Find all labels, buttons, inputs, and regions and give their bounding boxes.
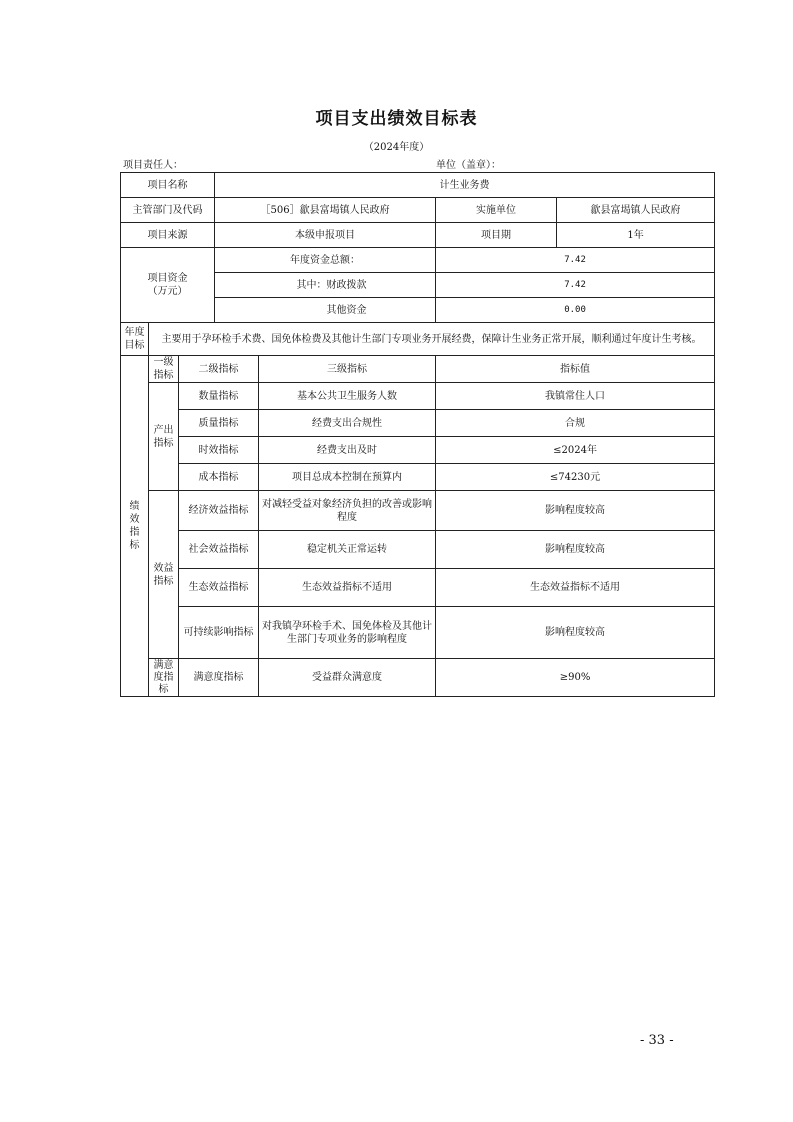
impl-label: 实施单位 (436, 198, 557, 223)
lvl3-cell: 经费支出及时 (259, 437, 436, 464)
value-cell: 我镇常住人口 (436, 383, 715, 410)
other-funds-label: 其他资金 (215, 298, 436, 323)
lvl3-cell: 稳定机关正常运转 (259, 531, 436, 569)
year-label: （2024年度） (363, 142, 430, 153)
lvl3-cell: 生态效益指标不适用 (259, 569, 436, 607)
period-label: 项目期 (436, 223, 557, 248)
lvl3-cell: 受益群众满意度 (259, 659, 436, 697)
page-number: - 33 - (640, 1033, 674, 1048)
lvl1-header-line2: 指标 (153, 370, 174, 381)
value-cell: ≤2024年 (436, 437, 715, 464)
perf-label-char: 绩 (129, 501, 140, 512)
table-row (121, 659, 715, 697)
value-cell: ≥90% (436, 659, 715, 697)
unit-label: 单位（盖章）： (436, 160, 501, 171)
dept-label: 主管部门及代码 (121, 198, 215, 223)
satisfaction-indicator-label (149, 659, 179, 697)
period-value: 1年 (557, 223, 715, 248)
value-cell: 影响程度较高 (436, 491, 715, 531)
fiscal-label: 其中：财政拨款 (215, 273, 436, 298)
value-cell: 影响程度较高 (436, 607, 715, 659)
lvl2-cell: 经济效益指标 (179, 491, 259, 531)
table-row (121, 531, 715, 569)
benefit-indicator-label (149, 491, 179, 659)
lvl2-cell: 社会效益指标 (179, 531, 259, 569)
table-row (121, 410, 715, 437)
perf-label-char: 标 (129, 540, 140, 551)
lvl1-header (149, 356, 179, 383)
value-header: 指标值 (436, 356, 715, 383)
table-row (121, 607, 715, 659)
lvl3-cell: 对我镇孕环检手术、国免体检及其他计生部门专项业务的影响程度 (259, 607, 436, 659)
annual-goal-label-line1: 年度 (124, 327, 145, 338)
table-row (121, 491, 715, 531)
output-label-line1: 产出 (153, 424, 174, 436)
table-row (121, 383, 715, 410)
table-row (121, 569, 715, 607)
value-cell: ≤74230元 (436, 464, 715, 491)
lvl3-cell: 基本公共卫生服务人数 (259, 383, 436, 410)
satisfaction-label-line2: 度指 (153, 671, 174, 683)
benefit-label-line1: 效益 (153, 562, 174, 574)
funds-label-line2: （万元） (147, 286, 188, 297)
annual-goal-label (121, 323, 149, 356)
satisfaction-label-line1: 满意 (153, 659, 174, 671)
project-name-value: 计生业务费 (215, 173, 715, 198)
satisfaction-label-line3: 标 (158, 683, 169, 695)
dept-value: ［506］歙县富堨镇人民政府 (215, 198, 436, 223)
funds-label (121, 248, 215, 323)
lvl2-header: 二级指标 (179, 356, 259, 383)
lvl2-cell: 质量指标 (179, 410, 259, 437)
value-cell: 合规 (436, 410, 715, 437)
funds-label-line1: 项目资金 (147, 273, 188, 284)
impl-value: 歙县富堨镇人民政府 (557, 198, 715, 223)
lvl2-cell: 满意度指标 (179, 659, 259, 697)
annual-total-label: 年度资金总额： (215, 248, 436, 273)
lvl2-cell: 成本指标 (179, 464, 259, 491)
lvl2-cell: 生态效益指标 (179, 569, 259, 607)
perf-indicators-label (121, 356, 149, 697)
value-cell: 生态效益指标不适用 (436, 569, 715, 607)
value-cell: 影响程度较高 (436, 531, 715, 569)
perf-label-char: 指 (129, 527, 140, 538)
output-label-line2: 指标 (153, 437, 174, 449)
source-value: 本级申报项目 (215, 223, 436, 248)
responsible-label: 项目责任人： (123, 160, 183, 171)
project-name-label: 项目名称 (121, 173, 215, 198)
table-row (121, 464, 715, 491)
perf-label-char: 效 (129, 514, 140, 525)
source-label: 项目来源 (121, 223, 215, 248)
annual-total-value: 7.42 (436, 248, 715, 273)
lvl3-header: 三级指标 (259, 356, 436, 383)
lvl2-cell: 时效指标 (179, 437, 259, 464)
table-row (121, 437, 715, 464)
lvl2-cell: 数量指标 (179, 383, 259, 410)
output-indicator-label (149, 383, 179, 491)
annual-goal-text: 主要用于孕环检手术费、国免体检费及其他计生部门专项业务开展经费，保障计生业务正常开展，顺利通过年度计生考核。 (149, 323, 715, 356)
lvl3-cell: 对减轻受益对象经济负担的改善或影响程度 (259, 491, 436, 531)
performance-table (120, 172, 715, 697)
lvl3-cell: 项目总成本控制在预算内 (259, 464, 436, 491)
lvl1-header-line1: 一级 (153, 357, 174, 368)
other-funds-value: 0.00 (436, 298, 715, 323)
benefit-label-line2: 指标 (153, 575, 174, 587)
lvl3-cell: 经费支出合规性 (259, 410, 436, 437)
page-title: 项目支出绩效目标表 (315, 109, 478, 129)
fiscal-value: 7.42 (436, 273, 715, 298)
annual-goal-label-line2: 目标 (124, 340, 145, 351)
lvl2-cell: 可持续影响指标 (179, 607, 259, 659)
